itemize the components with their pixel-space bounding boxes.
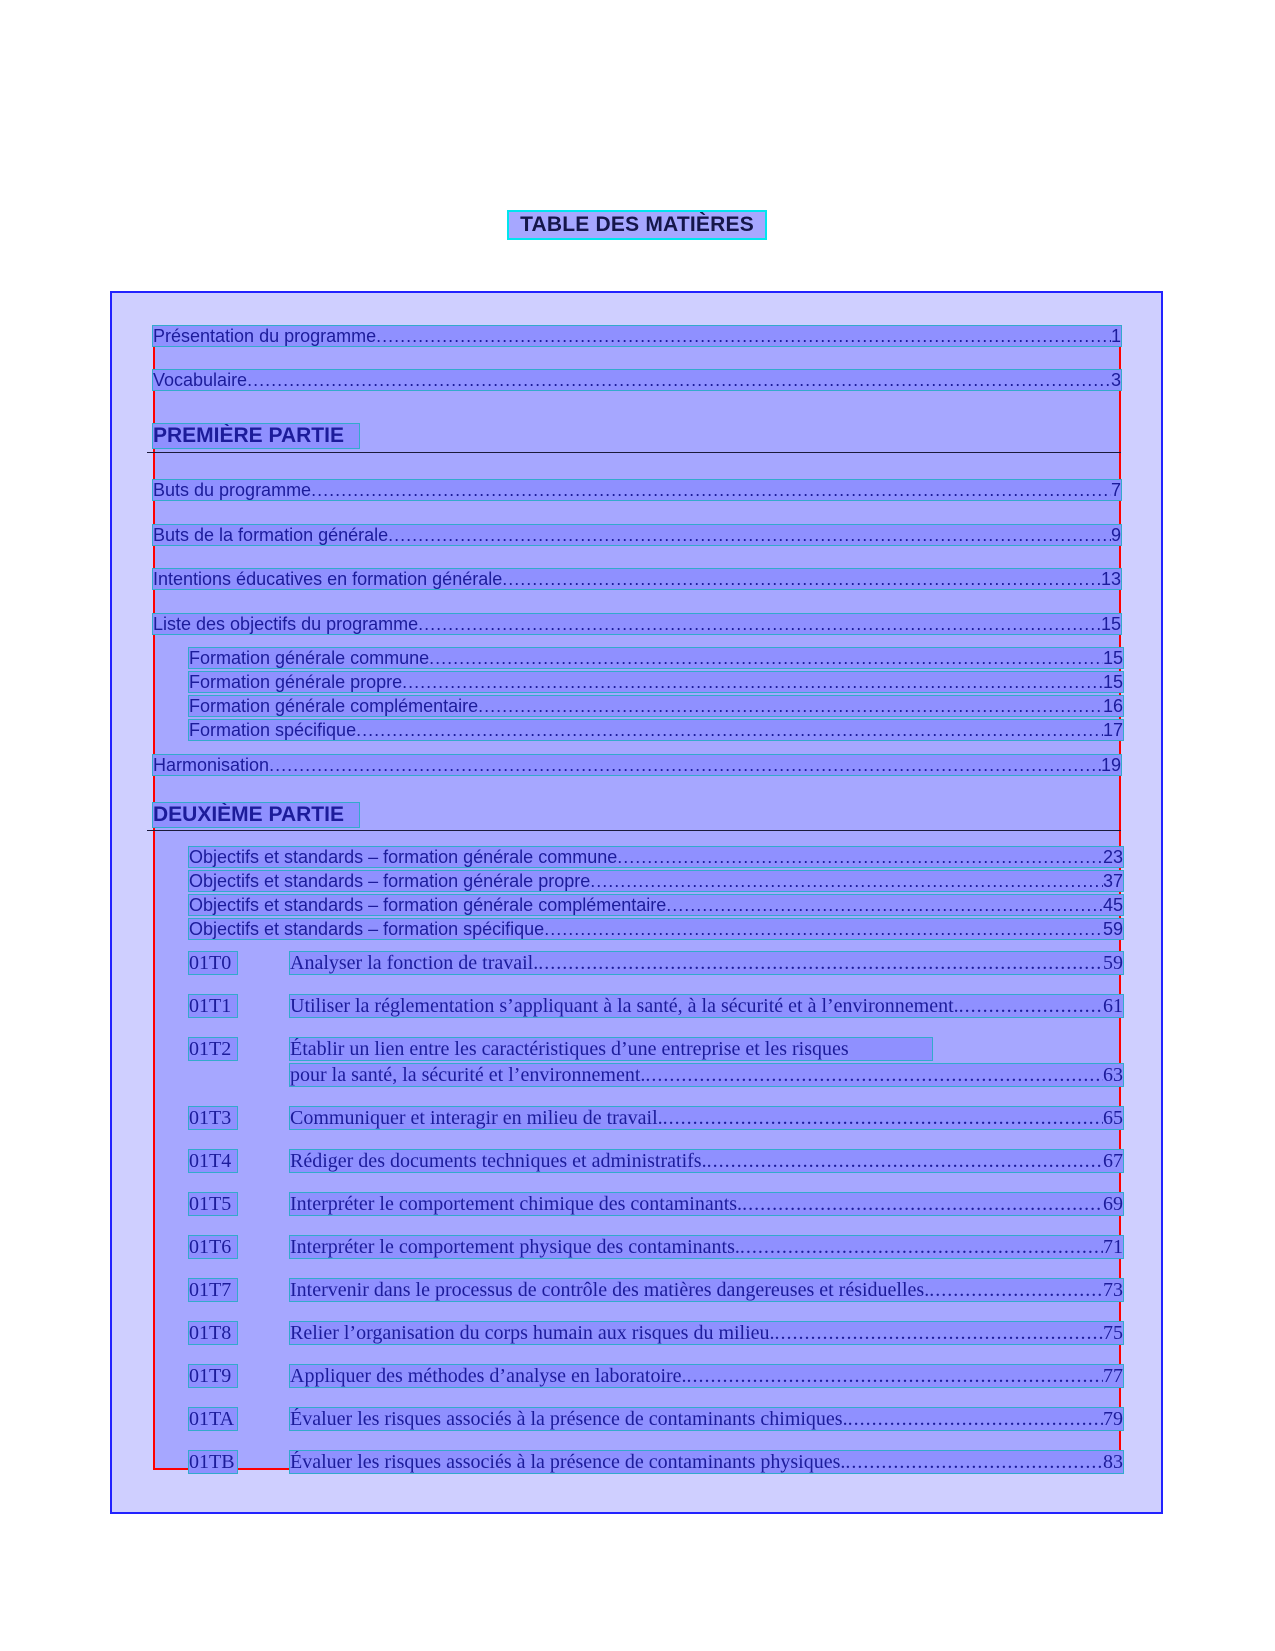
dot-leader <box>538 952 1103 974</box>
objective-code: 01T4 <box>189 1150 237 1172</box>
toc-entry-text: pour la santé, la sécurité et l’environnement. <box>290 1064 646 1086</box>
toc-entry-page: 15 <box>1102 672 1123 692</box>
toc-entry-page: 13 <box>1100 569 1121 589</box>
toc-objective-01TA[interactable] <box>290 1408 1123 1430</box>
toc-entry-page: 75 <box>1103 1322 1123 1344</box>
part-two-heading: DEUXIÈME PARTIE <box>153 803 359 827</box>
toc-entry-page: 3 <box>1110 370 1121 390</box>
dot-leader <box>742 1193 1103 1215</box>
dot-leader <box>247 370 1111 390</box>
toc-entry-intentions[interactable] <box>153 569 1121 589</box>
toc-entry-text: Utiliser la réglementation s’appliquant à la santé, à la sécurité et à l’environnement. <box>290 995 959 1017</box>
toc-objective-01T3[interactable] <box>290 1107 1123 1129</box>
toc-entry-page: 79 <box>1103 1408 1123 1430</box>
dot-leader <box>388 525 1111 545</box>
toc-entry-text: Évaluer les risques associés à la présence de contaminants chimiques. <box>290 1408 848 1430</box>
toc-entry-text: Formation générale complémentaire <box>189 696 479 716</box>
toc-entry-text: Relier l’organisation du corps humain aux risques du milieu. <box>290 1322 775 1344</box>
dot-leader <box>376 326 1111 346</box>
dot-leader <box>666 895 1103 915</box>
toc-entry-page: 67 <box>1103 1150 1123 1172</box>
toc-subentry-os-complementaire[interactable] <box>189 895 1123 915</box>
toc-entry-text: Liste des objectifs du programme <box>153 614 419 634</box>
toc-entry-page: 83 <box>1103 1451 1123 1473</box>
toc-entry-page: 7 <box>1110 480 1121 500</box>
toc-objective-01TB[interactable] <box>290 1451 1123 1473</box>
dot-leader <box>663 1107 1103 1129</box>
toc-entry-page: 63 <box>1103 1064 1123 1086</box>
toc-objective-01T1[interactable] <box>290 995 1123 1017</box>
toc-entry-text: Évaluer les risques associés à la présence de contaminants physiques. <box>290 1451 846 1473</box>
dot-leader <box>959 995 1103 1017</box>
toc-entry-text: Buts du programme <box>153 480 312 500</box>
toc-entry-text: Analyser la fonction de travail. <box>290 952 539 974</box>
objective-code: 01T1 <box>189 995 237 1017</box>
toc-entry-page: 71 <box>1103 1236 1123 1258</box>
objective-code: 01T3 <box>189 1107 237 1129</box>
dot-leader <box>418 614 1101 634</box>
toc-entry-text: Interpréter le comportement physique des contaminants. <box>290 1236 740 1258</box>
objective-code: 01T2 <box>189 1038 237 1060</box>
toc-subentry-propre[interactable] <box>189 672 1123 692</box>
toc-entry-text: Appliquer des méthodes d’analyse en laboratoire. <box>290 1365 687 1387</box>
dot-leader <box>590 871 1103 891</box>
toc-subentry-specifique[interactable] <box>189 720 1123 740</box>
toc-entry-text: Présentation du programme <box>153 326 377 346</box>
dot-leader <box>848 1408 1103 1430</box>
toc-subentry-os-specifique[interactable] <box>189 919 1123 939</box>
toc-objective-01T2[interactable] <box>290 1064 1123 1086</box>
dot-leader <box>311 480 1111 500</box>
toc-subentry-commune[interactable] <box>189 648 1123 668</box>
toc-objective-01T2-line1[interactable] <box>290 1038 932 1060</box>
toc-entry-page: 19 <box>1100 755 1121 775</box>
toc-entry-text: Interpréter le comportement chimique des contaminants. <box>290 1193 743 1215</box>
dot-leader <box>929 1279 1103 1301</box>
toc-objective-01T8[interactable] <box>290 1322 1123 1344</box>
objective-code: 01T9 <box>189 1365 237 1387</box>
toc-entry-page: 61 <box>1103 995 1123 1017</box>
toc-entry-text: Communiquer et interagir en milieu de travail. <box>290 1107 663 1129</box>
part-two-rule <box>147 830 1121 831</box>
toc-entry-page: 23 <box>1102 847 1123 867</box>
dot-leader <box>740 1236 1103 1258</box>
toc-entry-vocabulaire[interactable] <box>153 370 1121 390</box>
toc-entry-page: 45 <box>1102 895 1123 915</box>
toc-entry-page: 59 <box>1103 952 1123 974</box>
objective-code: 01T5 <box>189 1193 237 1215</box>
toc-entry-text: Buts de la formation générale <box>153 525 389 545</box>
toc-entry-text: Formation générale propre <box>189 672 403 692</box>
dot-leader <box>356 720 1103 740</box>
toc-entry-presentation[interactable] <box>153 326 1121 346</box>
toc-entry-text: Intervenir dans le processus de contrôle des matières dangereuses et résiduelles. <box>290 1279 930 1301</box>
toc-entry-page: 69 <box>1103 1193 1123 1215</box>
dot-leader <box>645 1064 1103 1086</box>
toc-entry-buts-formation[interactable] <box>153 525 1121 545</box>
toc-entry-page: 37 <box>1102 871 1123 891</box>
toc-entry-text: Intentions éducatives en formation générale <box>153 569 503 589</box>
toc-entry-text: Objectifs et standards – formation générale complémentaire <box>189 895 667 915</box>
toc-entry-page: 17 <box>1102 720 1123 740</box>
toc-entry-text: Harmonisation <box>153 755 270 775</box>
dot-leader <box>269 755 1101 775</box>
toc-entry-harmonisation[interactable] <box>153 755 1121 775</box>
dot-leader <box>845 1451 1103 1473</box>
toc-entry-text: Formation spécifique <box>189 720 357 740</box>
toc-entry-text: Formation générale commune <box>189 648 430 668</box>
toc-objective-01T6[interactable] <box>290 1236 1123 1258</box>
toc-entry-text: Objectifs et standards – formation générale commune <box>189 847 618 867</box>
toc-objective-01T0[interactable] <box>290 952 1123 974</box>
toc-subentry-os-commune[interactable] <box>189 847 1123 867</box>
dot-leader <box>502 569 1101 589</box>
document-title: TABLE DES MATIÈRES <box>509 212 765 238</box>
dot-leader <box>402 672 1103 692</box>
toc-subentry-os-propre[interactable] <box>189 871 1123 891</box>
dot-leader <box>687 1365 1103 1387</box>
toc-entry-buts-programme[interactable] <box>153 480 1121 500</box>
objective-code: 01T8 <box>189 1322 237 1344</box>
toc-subentry-complementaire[interactable] <box>189 696 1123 716</box>
toc-entry-page: 15 <box>1102 648 1123 668</box>
objective-code: 01T6 <box>189 1236 237 1258</box>
toc-entry-page: 16 <box>1102 696 1123 716</box>
toc-entry-liste-objectifs[interactable] <box>153 614 1121 634</box>
toc-entry-page: 1 <box>1110 326 1121 346</box>
toc-entry-text: Rédiger des documents techniques et administratifs. <box>290 1150 707 1172</box>
dot-leader <box>478 696 1103 716</box>
toc-objective-01T5[interactable] <box>290 1193 1123 1215</box>
toc-entry-page: 59 <box>1102 919 1123 939</box>
objective-code: 01T0 <box>189 952 237 974</box>
toc-entry-text: Objectifs et standards – formation générale propre <box>189 871 591 891</box>
toc-entry-text: Objectifs et standards – formation spécifique <box>189 919 545 939</box>
toc-entry-page: 77 <box>1103 1365 1123 1387</box>
toc-entry-page: 15 <box>1100 614 1121 634</box>
dot-leader <box>707 1150 1103 1172</box>
toc-objective-01T7[interactable] <box>290 1279 1123 1301</box>
part-one-heading: PREMIÈRE PARTIE <box>153 424 359 448</box>
dot-leader <box>775 1322 1103 1344</box>
toc-entry-page: 9 <box>1110 525 1121 545</box>
toc-entry-text: Vocabulaire <box>153 370 248 390</box>
part-one-rule <box>147 452 1121 453</box>
objective-code: 01TA <box>189 1408 237 1430</box>
objective-code: 01TB <box>189 1451 237 1473</box>
toc-entry-page: 73 <box>1103 1279 1123 1301</box>
dot-leader <box>429 648 1103 668</box>
dot-leader <box>617 847 1103 867</box>
dot-leader <box>544 919 1103 939</box>
toc-objective-01T4[interactable] <box>290 1150 1123 1172</box>
toc-entry-text: Établir un lien entre les caractéristiques d’une entreprise et les risques <box>290 1038 849 1060</box>
toc-entry-page: 65 <box>1103 1107 1123 1129</box>
objective-code: 01T7 <box>189 1279 237 1301</box>
toc-objective-01T9[interactable] <box>290 1365 1123 1387</box>
